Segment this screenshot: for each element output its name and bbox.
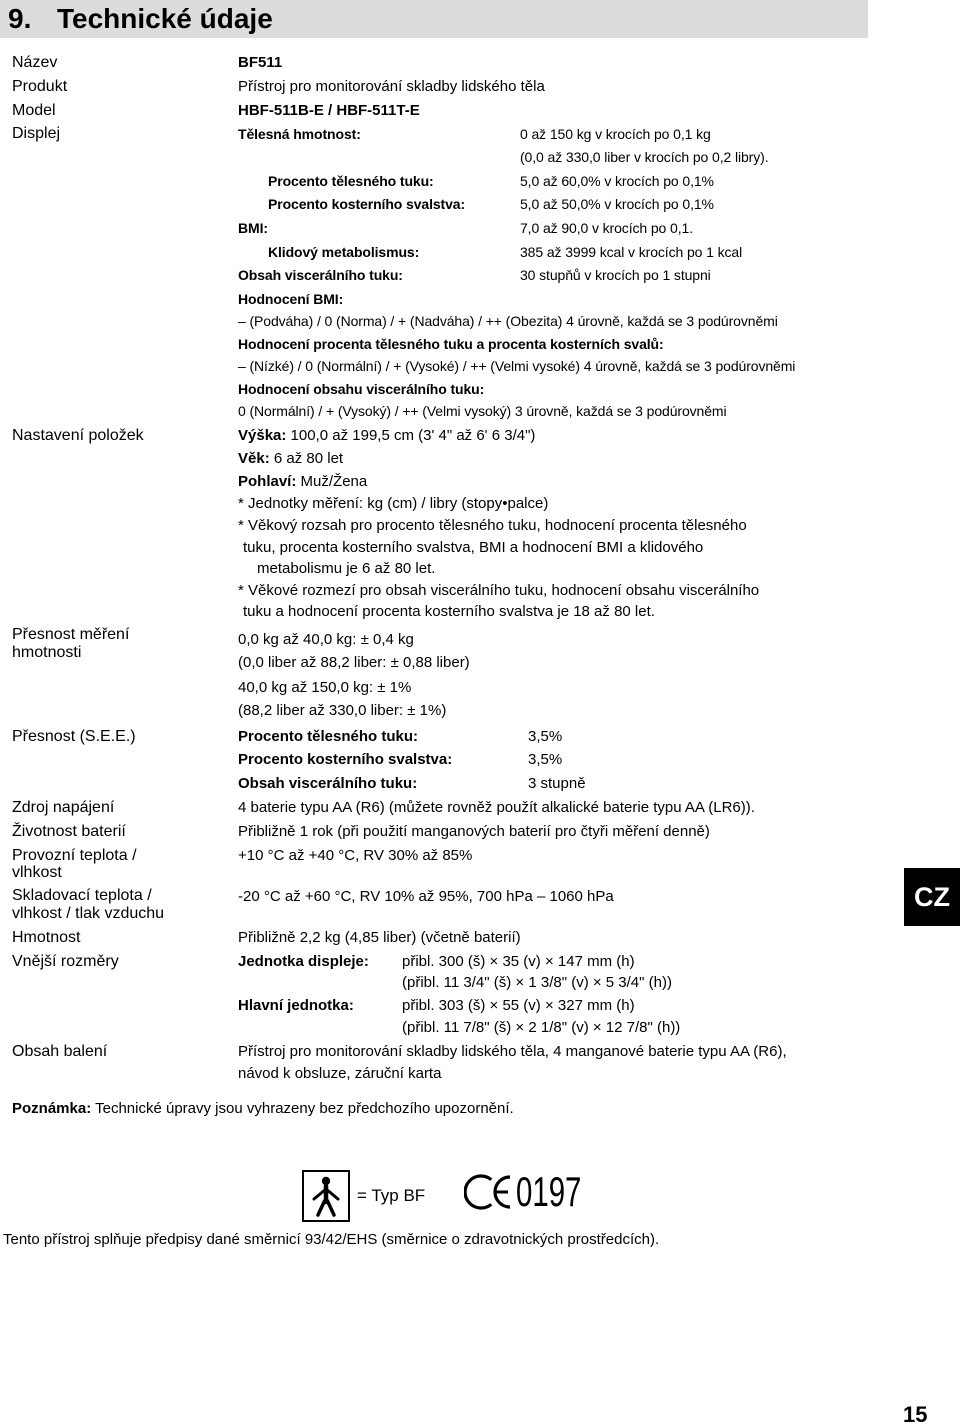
bmi-rating-value: – (Podváha) / 0 (Norma) / + (Nadváha) / ++ (Obezita) 4 úrovně, každá se 3 podúrovněmi <box>238 313 778 329</box>
type-bf-icon <box>302 1170 350 1222</box>
battery-life-label: Životnost baterií <box>12 823 126 840</box>
visceral-rating-label: Hodnocení obsahu viscerálního tuku: <box>238 381 485 397</box>
settings-note-line: tuku a hodnocení procenta kosterního svalstva je 18 až 80 let. <box>243 603 655 620</box>
operating-label-2: vlhkost <box>12 864 62 881</box>
settings-label: Nastavení položek <box>12 427 144 444</box>
page-number: 15 <box>903 1402 928 1427</box>
power-label: Zdroj napájení <box>12 799 115 816</box>
power-value: 4 baterie typu AA (R6) (můžete rovněž použít alkalické baterie typu AA (LR6)). <box>238 799 755 816</box>
see-item-label: Procento tělesného tuku: <box>238 728 419 745</box>
display-unit-line: přibl. 300 (š) × 35 (v) × 147 mm (h) <box>402 953 635 970</box>
see-item-value: 3,5% <box>528 751 563 768</box>
product-value: Přístroj pro monitorování skladby lidského těla <box>238 78 545 95</box>
see-item-value: 3,5% <box>528 728 563 745</box>
weight-accuracy-label-2: hmotnosti <box>12 644 82 661</box>
display-label: Displej <box>12 125 61 142</box>
main-unit-line: přibl. 303 (š) × 55 (v) × 327 mm (h) <box>402 997 635 1014</box>
product-label: Produkt <box>12 78 68 95</box>
type-bf-label: = Typ BF <box>357 1186 426 1205</box>
name-label: Název <box>12 54 58 71</box>
dimensions-label: Vnější rozměry <box>12 953 119 970</box>
ce-mark-icon <box>464 1174 514 1212</box>
resting-metabolism-value: 385 až 3999 kcal v krocích po 1 kcal <box>520 244 743 260</box>
skeletal-muscle-value: 5,0 až 50,0% v krocích po 0,1% <box>520 196 714 212</box>
fat-muscle-rating-label: Hodnocení procenta tělesného tuku a procenta kosterních svalů: <box>238 336 664 352</box>
contents-line: Přístroj pro monitorování skladby lidského těla, 4 manganové baterie typu AA (R6), <box>238 1043 787 1060</box>
weight-accuracy-line: (0,0 liber až 88,2 liber: ± 0,88 liber) <box>238 654 470 671</box>
model-value: HBF-511B-E / HBF-511T-E <box>238 102 420 119</box>
operating-value: +10 °C až +40 °C, RV 30% až 85% <box>238 847 473 864</box>
see-item-label: Procento kosterního svalstva: <box>238 751 453 768</box>
storage-label-2: vlhkost / tlak vzduchu <box>12 905 165 922</box>
compliance-statement: Tento přístroj splňuje předpisy dané směrnicí 93/42/EHS (směrnice o zdravotnických prostředcích). <box>3 1231 660 1248</box>
gender-row <box>238 473 367 491</box>
weight-label: Hmotnost <box>12 929 81 946</box>
height-value: 100,0 až 199,5 cm (3' 4" až 6' 6 3/4") <box>290 427 536 444</box>
body-fat-label: Procento tělesného tuku: <box>268 173 434 189</box>
display-unit-line: (přibl. 11 3/4" (š) × 1 3/8" (v) × 5 3/4" (h)) <box>402 974 672 991</box>
body-weight-label: Tělesná hmotnost: <box>238 126 361 142</box>
visceral-fat-label: Obsah viscerálního tuku: <box>238 267 403 283</box>
settings-note-line: * Věkový rozsah pro procento tělesného tuku, hodnocení procenta tělesného <box>238 517 747 534</box>
gender-label: Pohlaví: <box>238 473 297 490</box>
note-text: Technické úpravy jsou vyhrazeny bez předchozího upozornění. <box>95 1100 514 1117</box>
settings-note-line: * Jednotky měření: kg (cm) / libry (stopy•palce) <box>238 495 549 512</box>
weight-value: Přibližně 2,2 kg (4,85 liber) (včetně baterií) <box>238 929 521 946</box>
weight-accuracy-line: 0,0 kg až 40,0 kg: ± 0,4 kg <box>238 631 414 648</box>
note-label: Poznámka: <box>12 1100 92 1117</box>
body-weight-value: 0 až 150 kg v krocích po 0,1 kg <box>520 126 711 142</box>
see-item-value: 3 stupně <box>528 775 586 792</box>
operating-label: Provozní teplota / <box>12 847 137 864</box>
weight-accuracy-line: 40,0 kg až 150,0 kg: ± 1% <box>238 679 412 696</box>
skeletal-muscle-label: Procento kosterního svalstva: <box>268 196 466 212</box>
bmi-label: BMI: <box>238 220 268 236</box>
see-item-label: Obsah viscerálního tuku: <box>238 775 418 792</box>
note <box>12 1100 514 1118</box>
model-label: Model <box>12 102 56 119</box>
bmi-rating-label: Hodnocení BMI: <box>238 291 344 307</box>
ce-notified-body-number: 0197 <box>516 1168 582 1215</box>
section-number: 9. <box>8 3 32 34</box>
main-unit-line: (přibl. 11 7/8" (š) × 2 1/8" (v) × 12 7/8" (h)) <box>402 1019 681 1036</box>
weight-accuracy-line: (88,2 liber až 330,0 liber: ± 1%) <box>238 702 447 719</box>
weight-accuracy-label: Přesnost měření <box>12 626 130 643</box>
see-accuracy-label: Přesnost (S.E.E.) <box>12 728 136 745</box>
resting-metabolism-label: Klidový metabolismus: <box>268 244 420 260</box>
visceral-rating-value: 0 (Normální) / + (Vysoký) / ++ (Velmi vysoký) 3 úrovně, každá se 3 podúrovněmi <box>238 403 727 419</box>
age-value: 6 až 80 let <box>273 450 344 467</box>
language-tab: CZ <box>904 868 960 926</box>
height-label: Výška: <box>238 427 287 444</box>
bmi-value: 7,0 až 90,0 v krocích po 0,1. <box>520 220 693 236</box>
storage-value: -20 °C až +60 °C, RV 10% až 95%, 700 hPa – 1060 hPa <box>238 888 614 905</box>
main-unit-label: Hlavní jednotka: <box>238 997 354 1014</box>
name-value: BF511 <box>238 54 283 71</box>
fat-muscle-rating-value: – (Nízké) / 0 (Normální) / + (Vysoké) / ++ (Velmi vysoké) 4 úrovně, každá se 3 podúrovněmi <box>238 358 796 374</box>
display-unit-label: Jednotka displeje: <box>238 953 369 970</box>
visceral-fat-value: 30 stupňů v krocích po 1 stupni <box>520 267 711 283</box>
contents-line: návod k obsluze, záruční karta <box>238 1065 442 1082</box>
contents-label: Obsah balení <box>12 1043 108 1060</box>
settings-note-line: * Věkové rozmezí pro obsah viscerálního tuku, hodnocení obsahu viscerálního <box>238 582 760 599</box>
gender-value: Muž/Žena <box>300 473 368 490</box>
section-title: Technické údaje <box>57 3 273 34</box>
body-fat-value: 5,0 až 60,0% v krocích po 0,1% <box>520 173 714 189</box>
settings-note-line: tuku, procenta kosterního svalstva, BMI a hodnocení BMI a klidového <box>243 539 704 556</box>
body-weight-value-lb: (0,0 až 330,0 liber v krocích po 0,2 libry). <box>520 149 769 165</box>
battery-life-value: Přibližně 1 rok (při použití manganových baterií pro čtyři měření denně) <box>238 823 710 840</box>
settings-note-line: metabolismu je 6 až 80 let. <box>257 560 436 577</box>
height-row <box>238 427 535 445</box>
age-label: Věk: <box>238 450 270 467</box>
age-row <box>238 450 343 468</box>
storage-label: Skladovací teplota / <box>12 887 152 904</box>
